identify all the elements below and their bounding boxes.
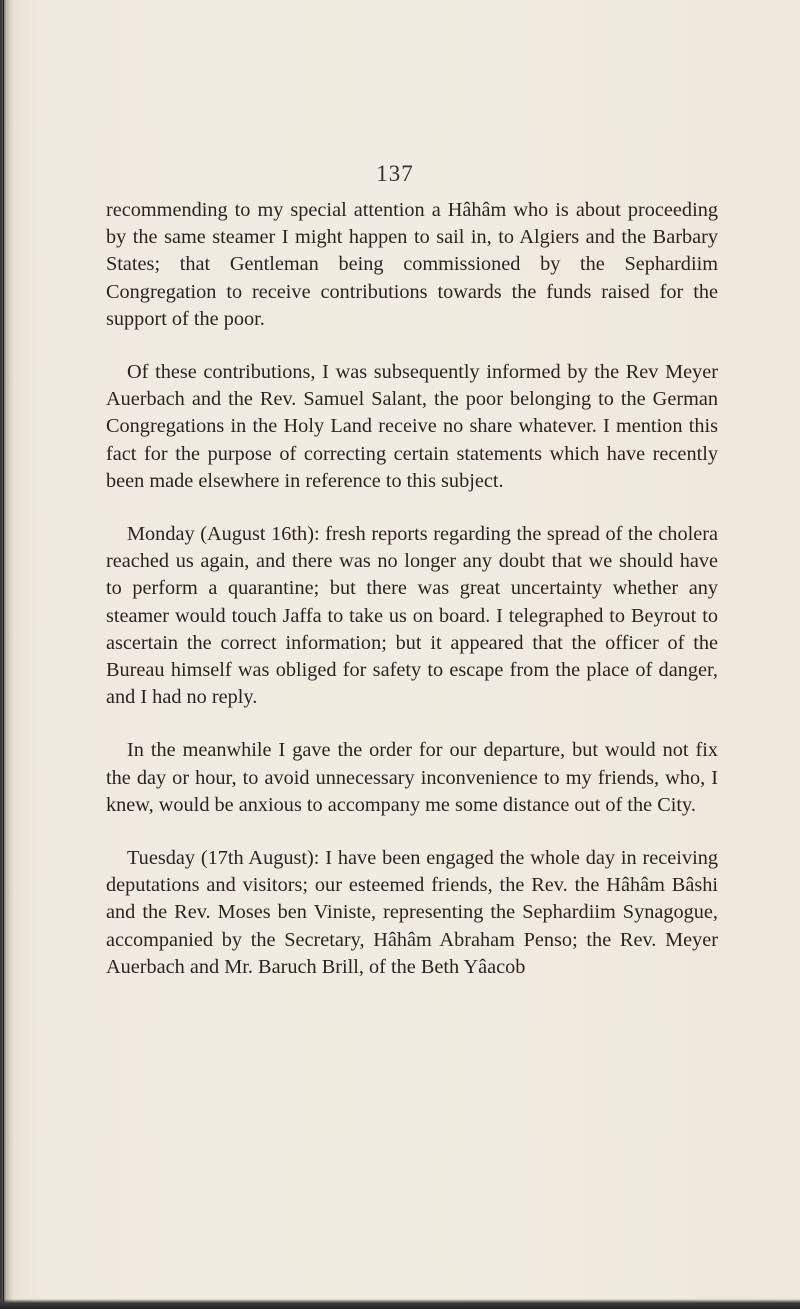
body-text — [106, 197, 718, 1007]
page-number: 137 — [376, 161, 414, 186]
gutter-line — [3, 0, 4, 1309]
paragraph-4: In the meanwhile I gave the order for our departure, but would not fix the day or hour, to avoid unnecessary inconvenience to my friends, who, I knew, would be anxious to accompany me some distance out of the City. — [106, 739, 718, 816]
paragraph-2: Of these contributions, I was subsequently informed by the Rev Meyer Auerbach and the Rev. Samuel Salant, the poor belonging to the German Congregations in the Holy Land receive no share whatever. I mention this fact for the purpose of correcting certain statements which have recently been made elsewhere in reference to this subject. — [106, 361, 718, 492]
paragraph-3: Monday (August 16th): fresh reports regarding the spread of the cholera reached us again, and there was no longer any doubt that we should have to perform a quarantine; but there was great uncertainty whether any steamer would touch Jaffa to take us on board. I telegraphed to Beyrout to ascertain the correct information; but it appeared that the officer of the Bureau himself was obliged for safety to escape from the place of danger, and I had no reply. — [106, 523, 718, 709]
paragraph-5: Tuesday (17th August): I have been engaged the whole day in receiving deputations and visitors; our esteemed friends, the Rev. the Hâhâm Bâshi and the Rev. Moses ben Viniste, representing the Sephardiim Synagogue, accompanied by the Secretary, Hâhâm Abraham Penso; the Rev. Meyer Auerbach and Mr. Baruch Brill, of the Beth Yâacob — [106, 847, 718, 978]
page-bottom-edge — [0, 1299, 800, 1309]
paragraph-1: recommending to my special attention a Hâhâm who is about proceeding by the same steamer I might happen to sail in, to Algiers and the Barbary States; that Gentleman being commissioned by the Sephardiim Congregation to receive contributions towards the funds raised for the support of the poor. — [106, 199, 718, 330]
